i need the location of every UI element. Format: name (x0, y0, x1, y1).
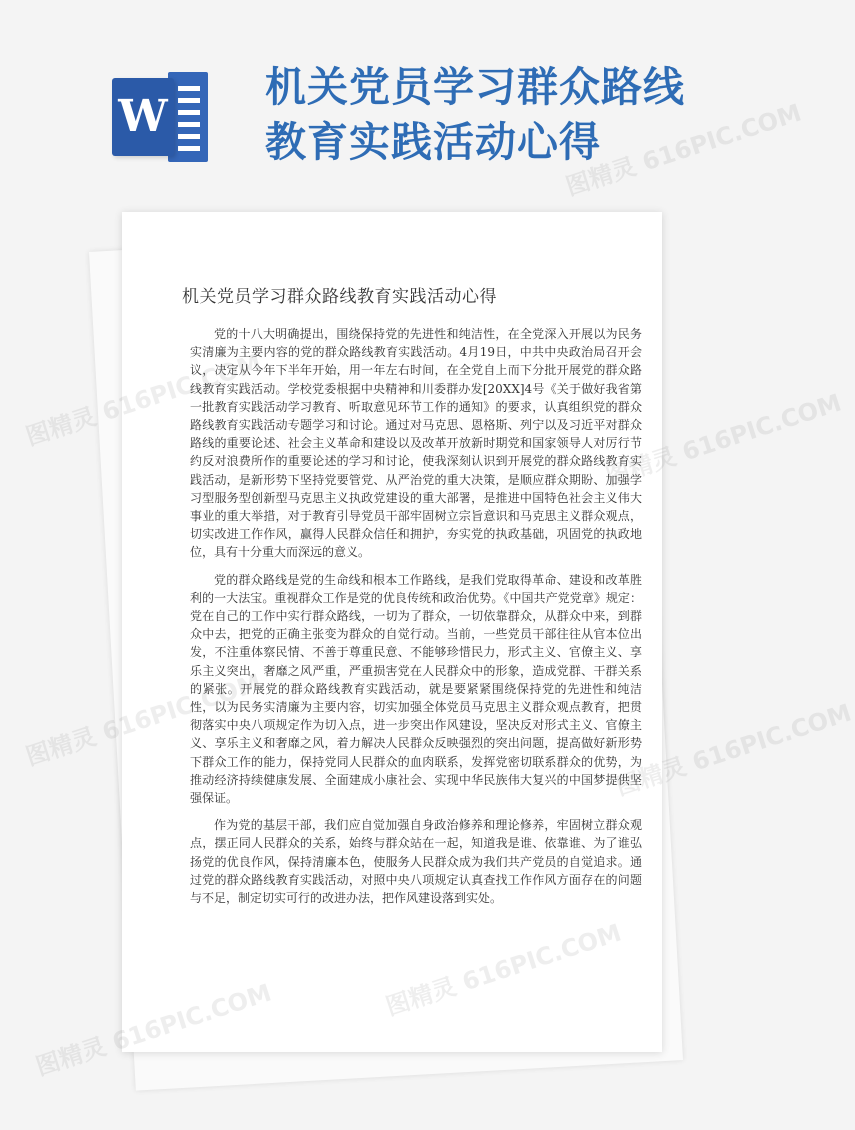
watermark: 图精灵 616PIC.COM (562, 98, 805, 202)
page-title-line-1: 机关党员学习群众路线 (265, 63, 685, 111)
page-title (265, 60, 785, 170)
watermark: 图精灵 (22, 722, 100, 772)
document-title: 机关党员学习群众路线教育实践活动心得 (182, 287, 497, 307)
document-lines-graphic (168, 72, 208, 162)
word-letter-badge: W (112, 78, 174, 156)
watermark: 图精灵 (22, 402, 100, 452)
document-body (190, 325, 642, 916)
document-page (122, 212, 662, 1052)
watermark: 图精灵 (32, 1032, 110, 1082)
word-document-icon (112, 72, 212, 160)
paragraph-1: 党的十八大明确提出，围绕保持党的先进性和纯洁性，在全党深入开展以为民务实清廉为主要内容的党的群众路线教育实践活动。4月19日，中共中央政治局召开会议，决定从今年下半年开始，用一年左右时间，在全党自上而下分批开展党的群众路线教育实践活动。学校党委根据中央精神和川委群办发[20XX]4号《关于做好我省第一批教育实践活动学习教育、听取意见环节工作的通知》的要求，认真组织党的群众路线教育实践活动专题学习和讨论。通过对马克思、恩格斯、列宁以及习近平对群众路线的重要论述、社会主义革命和建设以及改革开放新时期党和国家领导人对厉行节约反对浪费所作的重要论述的学习和讨论，使我深刻认识到开展党的群众路线教育实践活动，是新形势下坚持党要管党、从严治党的重大决策，是顺应群众期盼、加强学习型服务型创新型马克思主义执政党建设的重大部署，是推进中国特色社会主义伟大事业的重大举措，对于教育引导党员干部牢固树立宗旨意识和马克思主义群众观点，切实改进工作作风，赢得人民群众信任和拥护，夯实党的执政基础，巩固党的执政地位，具有十分重大而深远的意义。 (190, 327, 642, 560)
page-title-line-2: 教育实践活动心得 (265, 118, 601, 166)
paragraph-3: 作为党的基层干部，我们应自觉加强自身政治修养和理论修养，牢固树立群众观点，摆正同人民群众的关系，始终与群众站在一起，知道我是谁、依靠谁、为了谁弘扬党的优良作风，保持清廉本色，使服务人民群众成为我们共产党员的自觉追求。通过党的群众路线教育实践活动，对照中央八项规定认真查找工作作风方面存在的问题与不足，制定切实可行的改进办法，把作风建设落到实处。 (190, 818, 642, 906)
watermark: 图精灵 616PIC.COM (612, 698, 855, 802)
paragraph-2: 党的群众路线是党的生命线和根本工作路线，是我们党取得革命、建设和改革胜利的一大法宝。重视群众工作是党的优良传统和政治优势。《中国共产党党章》规定：党在自己的工作中实行群众路线，一切为了群众，一切依靠群众，从群众中来，到群众中去，把党的正确主张变为群众的自觉行动。当前，一些党员干部往往从官本位出发，不注重体察民情、不善于尊重民意、不能够珍惜民力，形式主义、官僚主义、享乐主义突出，奢靡之风严重，严重损害党在人民群众中的形象，造成党群、干群关系的紧张。开展党的群众路线教育实践活动，就是要紧紧围绕保持党的先进性和纯洁性，以为民务实清廉为主要内容，切实加强全体党员马克思主义群众观点教育，把贯彻落实中央八项规定作为切入点，进一步突出作风建设，坚决反对形式主义、官僚主义、享乐主义和奢靡之风，着力解决人民群众反映强烈的突出问题，提高做好新形势下群众工作的能力，保持党同人民群众的血肉联系，发挥党密切联系群众的优势，为推动经济持续健康发展、全面建成小康社会、实现中华民族伟大复兴的中国梦提供坚强保证。 (190, 572, 642, 806)
watermark: 图精灵 616PIC.COM (602, 388, 845, 492)
